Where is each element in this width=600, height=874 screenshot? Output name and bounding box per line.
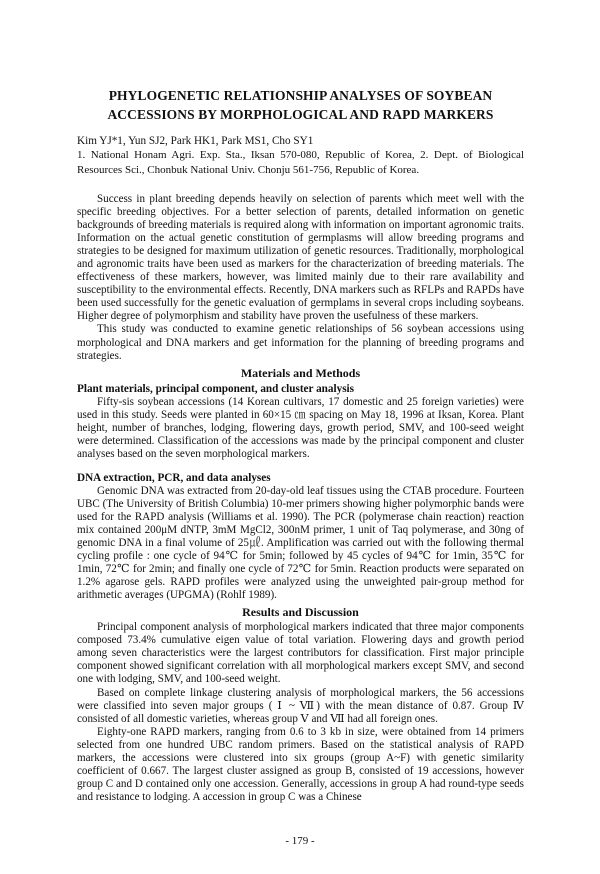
intro-paragraph-2: This study was conducted to examine genetic relationships of 56 soybean accessions using morphological and DNA markers and get information for the planning of breeding programs and strategies. (77, 323, 524, 362)
results-paragraph-3: Eighty-one RAPD markers, ranging from 0.6 to 3 kb in size, were obtained from 14 primers selected from one hundred UBC random primers. Based on the statistical analysis of RAPD markers, the accessions were clustered into six groups (group A~F) with genetic similarity coefficient of 0.667. The largest cluster assigned as group B, consisted of 19 accessions, however group C and D contained only one accession. Generally, accessions in group A had round-type seeds and resistance to lodging. A accession in group C was a Chinese (77, 725, 524, 803)
affiliations: 1. National Honam Agri. Exp. Sta., Iksan 570-080, Republic of Korea, 2. Dept. of Biological Resources Sci., Chonbuk National Univ. Chonju 561-756, Republic of Korea. (77, 149, 524, 176)
methods-paragraph-2: Genomic DNA was extracted from 20-day-old leaf tissues using the CTAB procedure. Fourteen UBC (The University of British Columbia) 10-mer primers showing higher polymorphic bands were used for the RAPD analysis (Williams et al. 1990). The PCR (polymerase chain reaction) reaction mix contained 200μM dNTP, 3mM MgCl2, 300nM primer, 1 unit of Taq polymerase, and 30ng of genomic DNA in a final volume of 25㎕. Amplification was carried out with the following thermal cycling profile : one cycle of 94℃ for 5min; followed by 45 cycles of 94℃ for 1min, 35℃ for 1min, 72℃ for 2min; and finally one cycle of 72℃ for 5min. Reaction products were separated on 1.2% agarose gels. RAPD profiles were analyzed using the unweighted pair-group method for arithmetic averages (UPGMA) (Rohlf 1989). (77, 484, 524, 602)
results-paragraph-1: Principal component analysis of morphological markers indicated that three major components composed 73.4% cumulative eigen value of total variation. Flowering days and growth period among seven characteristics were the largest contributors for classification. First major principle component showed significant correlation with all morphological markers except SMV, and second one with lodging, SMV, and 100-seed weight. (77, 621, 524, 686)
page-number: - 179 - (285, 835, 315, 847)
methods-heading: Materials and Methods (240, 365, 361, 380)
paper-body (77, 193, 524, 804)
intro-paragraph-1: Success in plant breeding depends heavily on selection of parents which meet well with the specific breeding objectives. For a better selection of parents, detailed information on genetic backgrounds of breeding materials is required along with information on important agronomic traits. Information on the actual genetic constitution of germplasms will allow breeding programs and strategies to be designed for maximum utilization of genetic resources. Traditionally, morphological and agronomic traits have been used as markers for the characterization of breeding materials. The effectiveness of these markers, however, was limited mainly due to their rare availability and susceptibility to the environmental effects. Recently, DNA markers such as RFLPs and RAPDs have been used successfully for the genetic evaluation of germplams in several crops including soybeans. Higher degree of polymorphism and stability have proven the usefulness of these markers. (77, 193, 524, 323)
results-heading: Results and Discussion (242, 605, 359, 620)
title-line-2: ACCESSIONS BY MORPHOLOGICAL AND RAPD MARKERS (107, 107, 494, 122)
methods-paragraph-1: Fifty-sis soybean accessions (14 Korean cultivars, 17 domestic and 25 foreign varieties) were used in this study. Seeds were planted in 60×15 ㎝ spacing on May 18, 1996 at Iksan, Korea. Plant height, number of branches, lodging, flowering days, growth period, SMV, and 100-seed weight were determined. Classification of the accessions was made by the principal component and cluster analyses based on the seven morphological markers. (77, 395, 524, 460)
paper-title (77, 86, 524, 124)
methods-subheading-1: Plant materials, principal component, and cluster analysis (77, 382, 355, 395)
methods-subheading-2: DNA extraction, PCR, and data analyses (77, 471, 271, 484)
author-list: Kim YJ*1, Yun SJ2, Park HK1, Park MS1, Cho SY1 (77, 135, 314, 147)
title-line-1: PHYLOGENETIC RELATIONSHIP ANALYSES OF SOYBEAN (108, 88, 493, 103)
results-paragraph-2: Based on complete linkage clustering analysis of morphological markers, the 56 accessions were classified into seven major groups ( Ⅰ ~ Ⅶ) with the mean distance of 0.87. Group Ⅳ consisted of all domestic varieties, whereas group Ⅴ and Ⅶ had all foreign ones. (77, 686, 524, 725)
